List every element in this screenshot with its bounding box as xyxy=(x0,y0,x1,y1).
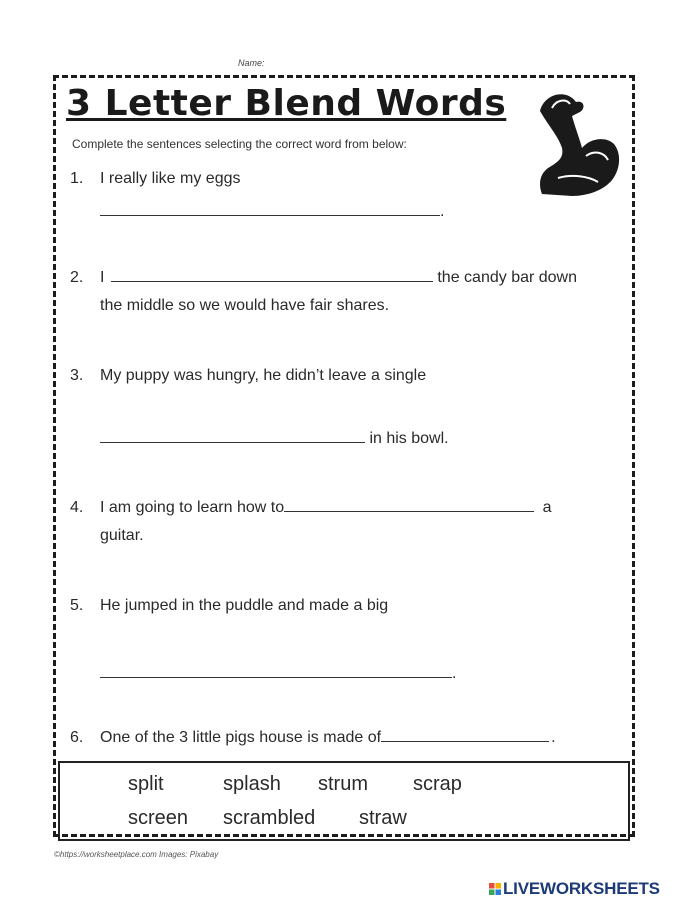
brand-text: LIVEWORKSHEETS xyxy=(503,879,660,898)
word-bank-item[interactable]: scrambled xyxy=(223,807,316,829)
question-number: 5. xyxy=(70,597,84,614)
question-5-answer-line xyxy=(100,663,456,683)
question-text-start: One of the 3 little pigs house is made of xyxy=(100,729,382,746)
answer-blank-4[interactable] xyxy=(284,497,534,512)
word-bank-item[interactable]: screen xyxy=(128,807,189,829)
liveworksheets-logo-icon xyxy=(489,883,501,895)
question-number: 2. xyxy=(70,269,84,286)
question-number: 4. xyxy=(70,499,84,516)
question-text-end: a xyxy=(542,499,552,516)
answer-blank-1[interactable] xyxy=(100,201,440,216)
word-bank-item[interactable]: split xyxy=(128,773,164,795)
word-bank xyxy=(58,761,630,841)
question-1 xyxy=(70,170,241,188)
name-label: Name: xyxy=(238,58,265,68)
question-number: 1. xyxy=(70,170,84,187)
page-title: 3 Letter Blend Words xyxy=(66,83,507,124)
question-3 xyxy=(70,367,426,385)
instructions: Complete the sentences selecting the correct word from below: xyxy=(72,137,407,151)
question-number: 3. xyxy=(70,367,84,384)
question-4-line-2: guitar. xyxy=(100,527,144,544)
copyright-note: ©https://worksheetplace.com Images: Pixabay xyxy=(54,850,219,859)
question-text: My puppy was hungry, he didn’t leave a single xyxy=(100,367,427,384)
question-text-end: . xyxy=(440,203,445,220)
question-text-end: . xyxy=(452,665,457,682)
question-2 xyxy=(70,267,577,287)
question-5 xyxy=(70,597,388,615)
question-text: I really like my eggs xyxy=(100,170,241,187)
flexed-arm-icon xyxy=(532,86,622,198)
question-6 xyxy=(70,727,556,747)
word-bank-item[interactable]: splash xyxy=(223,773,281,795)
answer-blank-2[interactable] xyxy=(111,267,433,282)
question-text-start: I am going to learn how to xyxy=(100,499,285,516)
question-1-answer-line xyxy=(100,201,444,221)
word-bank-item[interactable]: scrap xyxy=(413,773,462,795)
answer-blank-3[interactable] xyxy=(100,428,365,443)
question-text-end: in his bowl. xyxy=(369,430,449,447)
question-3-answer-line xyxy=(100,428,449,448)
question-text-end: the candy bar down xyxy=(437,269,578,286)
question-text-end: . xyxy=(551,729,556,746)
liveworksheets-brand[interactable] xyxy=(489,879,660,899)
question-number: 6. xyxy=(70,729,84,746)
word-bank-item[interactable]: straw xyxy=(359,807,407,829)
answer-blank-6[interactable] xyxy=(381,727,549,742)
question-text: He jumped in the puddle and made a big xyxy=(100,597,389,614)
question-2-line-2: the middle so we would have fair shares. xyxy=(100,297,390,314)
answer-blank-5[interactable] xyxy=(100,663,452,678)
question-4 xyxy=(70,497,551,517)
question-text-start: I xyxy=(100,269,105,286)
word-bank-item[interactable]: strum xyxy=(318,773,368,795)
